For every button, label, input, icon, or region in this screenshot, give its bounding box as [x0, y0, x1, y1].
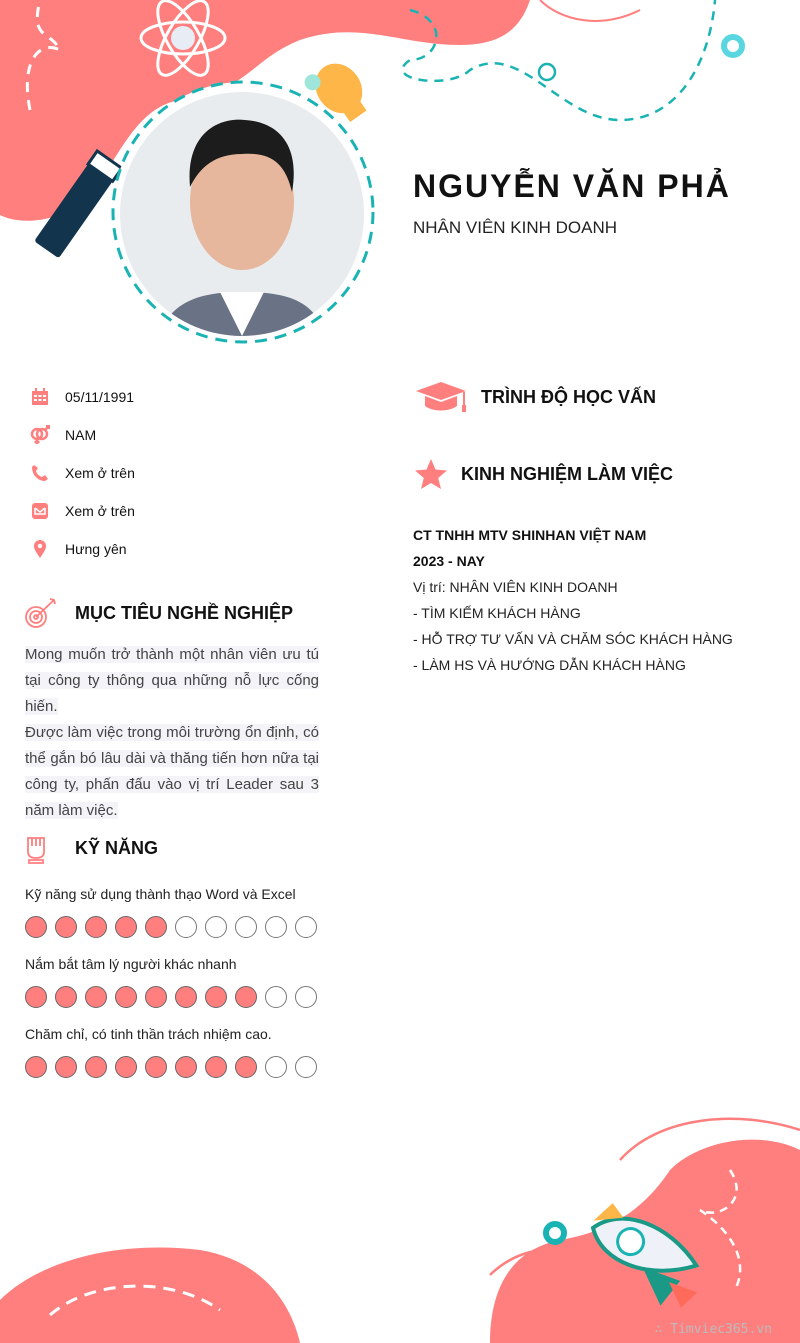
skill-rating	[25, 1056, 325, 1078]
location-icon	[30, 539, 50, 559]
rating-dot-filled	[55, 986, 77, 1008]
rating-dot-filled	[235, 986, 257, 1008]
rating-dot-filled	[145, 986, 167, 1008]
gender-icon	[30, 425, 50, 445]
graduation-cap-icon	[414, 380, 470, 414]
rating-dot-filled	[175, 986, 197, 1008]
candidate-position: NHÂN VIÊN KINH DOANH	[413, 218, 618, 237]
rating-dot-empty	[205, 916, 227, 938]
rating-dot-filled	[55, 1056, 77, 1078]
rating-dot-empty	[295, 916, 317, 938]
rating-dot-filled	[205, 986, 227, 1008]
rating-dot-empty	[295, 1056, 317, 1078]
contact-address: Hưng yên	[30, 530, 350, 568]
skills-list	[25, 886, 325, 1096]
rating-dot-filled	[115, 986, 137, 1008]
education-heading: TRÌNH ĐỘ HỌC VẤN	[414, 380, 656, 414]
rating-dot-filled	[85, 916, 107, 938]
contact-phone: Xem ở trên	[30, 454, 350, 492]
objective-text: Mong muốn trở thành một nhân viên ưu tú tại công ty thông qua những nỗ lực cống hiến. Được làm việc trong môi trường ổn định, có thể gắn bó lâu dài và thăng tiến hơn nữa tại công ty, phấn đấu vào vị trí Leader sau 3 năm làm việc.	[25, 646, 319, 819]
rating-dot-filled	[115, 916, 137, 938]
rating-dot-empty	[175, 916, 197, 938]
rating-dot-empty	[235, 916, 257, 938]
experience-heading: KINH NGHIỆM LÀM VIỆC	[414, 458, 673, 490]
rating-dot-filled	[85, 1056, 107, 1078]
objective-heading: MỤC TIÊU NGHỀ NGHIỆP	[24, 596, 293, 630]
rating-dot-filled	[85, 986, 107, 1008]
contact-list	[30, 378, 350, 568]
rating-dot-filled	[235, 1056, 257, 1078]
person-silhouette-icon	[120, 92, 364, 336]
fist-icon	[24, 832, 48, 864]
rating-dot-empty	[265, 916, 287, 938]
rating-dot-empty	[265, 1056, 287, 1078]
rating-dot-filled	[145, 916, 167, 938]
watermark: ∴ Timviec365.vn	[654, 1322, 772, 1337]
contact-email: Xem ở trên	[30, 492, 350, 530]
candidate-name: NGUYỄN VĂN PHẢ	[413, 168, 731, 204]
rating-dot-filled	[25, 916, 47, 938]
rating-dot-empty	[295, 986, 317, 1008]
contact-gender: NAM	[30, 416, 350, 454]
email-icon	[30, 501, 50, 521]
rating-dot-filled	[145, 1056, 167, 1078]
skills-heading: KỸ NĂNG	[24, 832, 158, 864]
skill-rating	[25, 916, 325, 938]
profile-photo	[120, 92, 364, 336]
rating-dot-filled	[25, 986, 47, 1008]
skill-name: Kỹ năng sử dụng thành thạo Word và Excel	[25, 886, 296, 902]
contact-birthdate: 05/11/1991	[30, 378, 350, 416]
rating-dot-filled	[115, 1056, 137, 1078]
phone-icon	[30, 463, 50, 483]
rating-dot-filled	[175, 1056, 197, 1078]
skill-name: Chăm chỉ, có tinh thần trách nhiệm cao.	[25, 1026, 272, 1042]
skill-name: Nắm bắt tâm lý người khác nhanh	[25, 956, 237, 972]
rating-dot-filled	[205, 1056, 227, 1078]
target-icon	[24, 596, 58, 630]
skill-rating	[25, 986, 325, 1008]
calendar-icon	[30, 387, 50, 407]
rating-dot-filled	[55, 916, 77, 938]
rating-dot-filled	[25, 1056, 47, 1078]
star-icon	[414, 458, 448, 490]
experience-entry: CT TNHH MTV SHINHAN VIỆT NAM 2023 - NAY Vị trí: NHÂN VIÊN KINH DOANH - TÌM KIẾM KHÁCH HÀNG - HỖ TRỢ TƯ VẤN VÀ CHĂM SÓC KHÁCH HÀNG - LÀM HS VÀ HƯỚNG DẪN KHÁCH HÀNG	[413, 527, 733, 673]
rating-dot-empty	[265, 986, 287, 1008]
